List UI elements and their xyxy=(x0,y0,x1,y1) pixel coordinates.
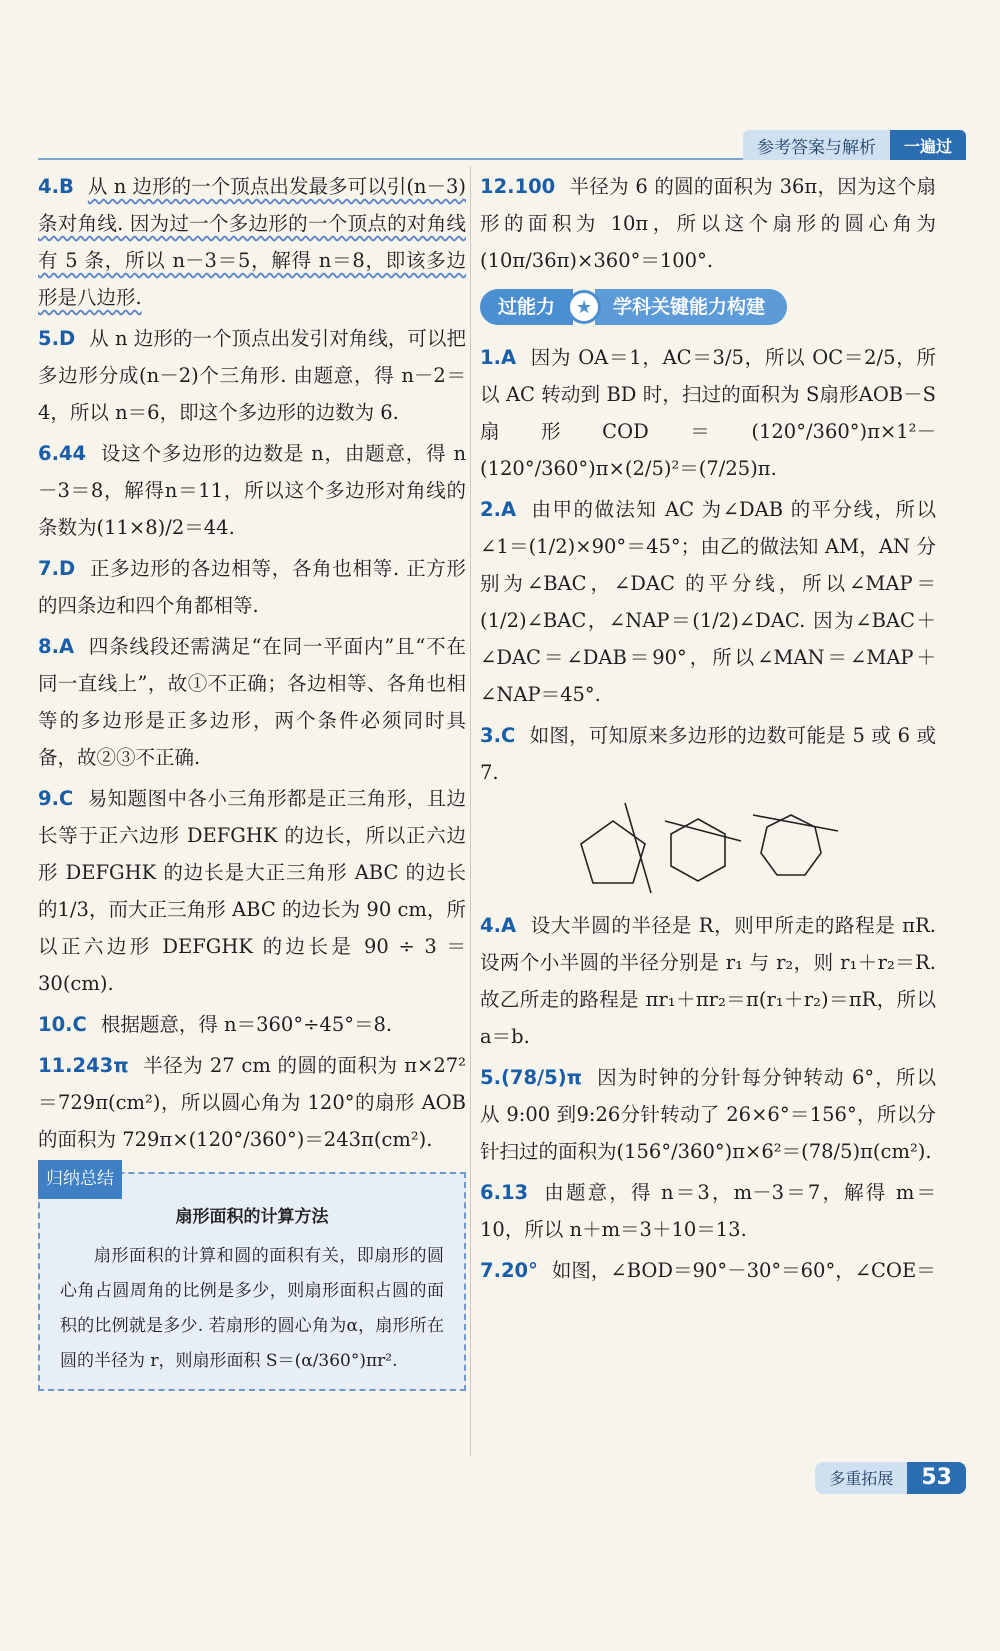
medal-icon: ★ xyxy=(567,290,601,324)
answer-number: 7.20° xyxy=(480,1259,538,1282)
header-tab xyxy=(743,130,966,160)
answer-number: 7.D xyxy=(38,557,76,580)
right-column xyxy=(480,168,936,1293)
hexagon-shape xyxy=(671,819,725,881)
answer-number: 1.A xyxy=(480,346,517,369)
section-banner xyxy=(480,289,936,325)
banner-left-label: 过能力 xyxy=(480,289,573,325)
answer-number: 9.C xyxy=(38,787,74,810)
summary-body: 扇形面积的计算和圆的面积有关，即扇形的圆心角占圆周角的比例是多少，则扇形面积占圆的面积的比例就是多少. 若扇形的圆心角为α，扇形所在圆的半径为 r，则扇形面积 S＝(α/360°)πr². xyxy=(60,1246,444,1371)
answer-text: 因为时钟的分针每分钟转动 6°，所以从 9:00 到9:26分针转动了 26×6°＝156°，所以分针扫过的面积为(156°/360°)π×6²＝(78/5)π(cm²). xyxy=(480,1066,936,1163)
polygon-cuts-diagram xyxy=(573,801,843,901)
banner-right-label: 学科关键能力构建 xyxy=(595,289,787,325)
answer-text: 如图，∠BOD＝90°－30°＝60°，∠COE＝ xyxy=(551,1259,936,1282)
answer-number: 5.D xyxy=(38,327,76,350)
answer-number: 6.13 xyxy=(480,1181,529,1204)
footer-label: 多重拓展 xyxy=(815,1462,907,1494)
answer-text: 设这个多边形的边数是 n，由题意，得 n－3＝8，解得n＝11，所以这个多边形对角线的条数为(11×8)/2＝44. xyxy=(38,442,466,539)
answer-item xyxy=(38,1047,466,1158)
answer-text: 根据题意，得 n＝360°÷45°＝8. xyxy=(100,1013,393,1036)
header-brand: 一遍过 xyxy=(890,130,966,160)
answer-text: 设大半圆的半径是 R，则甲所走的路程是 πR. 设两个小半圆的半径分别是 r₁ 与 r₂，则 r₁＋r₂＝R. 故乙所走的路程是 πr₁＋πr₂＝π(r₁＋r₂)＝πR，所以 a＝b. xyxy=(480,914,936,1048)
header-title: 参考答案与解析 xyxy=(743,130,890,160)
answer-number: 11.243π xyxy=(38,1054,129,1077)
answer-text: 四条线段还需满足“在同一平面内”且“不在同一直线上”，故①不正确；各边相等、各角也相等的多边形是正多边形，两个条件必须同时具备，故②③不正确. xyxy=(38,635,466,769)
answer-item xyxy=(38,628,466,776)
answer-item xyxy=(480,1252,936,1289)
answer-item xyxy=(38,320,466,431)
page-number: 53 xyxy=(907,1462,966,1494)
answer-item xyxy=(480,717,936,791)
answer-number: 8.A xyxy=(38,635,75,658)
answer-number: 5.(78/5)π xyxy=(480,1066,583,1089)
summary-box xyxy=(38,1169,466,1391)
answer-text: 易知题图中各小三角形都是正三角形，且边长等于正六边形 DEFGHK 的边长，所以正六边形 DEFGHK 的边长是大正三角形 ABC 的边长的1/3，而大正三角形 ABC 的边长为 90 cm，所以正六边形 DEFGHK 的边长是 90 ÷ 3 ＝ 30(cm). xyxy=(38,787,466,995)
polygon-figure xyxy=(480,801,936,901)
answer-text: 由甲的做法知 AC 为∠DAB 的平分线，所以∠1＝(1/2)×90°＝45°；由乙的做法知 AM，AN 分别为∠BAC，∠DAC 的平分线，所以∠MAP＝(1/2)∠BAC，∠NAP＝(1/2)∠DAC. 因为∠BAC＋∠DAC＝∠DAB＝90°，所以∠MAN＝∠MAP＋∠NAP＝45°. xyxy=(480,498,936,706)
summary-tag: 归纳总结 xyxy=(38,1160,122,1199)
answer-number: 4.A xyxy=(480,914,517,937)
answer-item xyxy=(38,780,466,1002)
answer-number: 4.B xyxy=(38,175,74,198)
answer-text: 半径为 27 cm 的圆的面积为 π×27²＝729π(cm²)，所以圆心角为 120°的扇形 AOB 的面积为 729π×(120°/360°)＝243π(cm²). xyxy=(38,1054,466,1151)
answer-text: 从 n 边形的一个顶点出发最多可以引(n－3)条对角线. 因为过一个多边形的一个顶点的对角线有 5 条，所以 n－3＝5，解得 n＝8，即该多边形是八边形. xyxy=(38,175,466,309)
answer-item xyxy=(480,339,936,487)
left-column xyxy=(38,168,466,1391)
pentagon-cut-line xyxy=(625,803,651,893)
pentagon-shape xyxy=(581,821,645,883)
answer-number: 3.C xyxy=(480,724,516,747)
heptagon-shape xyxy=(761,815,821,875)
answer-text: 正多边形的各边相等，各角也相等. 正方形的四条边和四个角都相等. xyxy=(38,557,466,617)
answer-text: 因为 OA＝1，AC＝3/5，所以 OC＝2/5，所以 AC 转动到 BD 时，扫过的面积为 S扇形AOB－S扇形COD＝(120°/360°)π×1²－(120°/360°)π×(2/5)²＝(7/25)π. xyxy=(480,346,936,480)
answer-item xyxy=(38,1006,466,1043)
answer-item xyxy=(480,168,936,279)
answer-number: 12.100 xyxy=(480,175,556,198)
column-divider xyxy=(470,166,471,1456)
answer-number: 10.C xyxy=(38,1013,87,1036)
footer-tab xyxy=(815,1462,966,1494)
summary-title: 扇形面积的计算方法 xyxy=(175,1207,329,1227)
answer-number: 6.44 xyxy=(38,442,87,465)
answer-item xyxy=(480,1174,936,1248)
answer-text: 由题意，得 n＝3，m－3＝7，解得 m＝10，所以 n＋m＝3＋10＝13. xyxy=(480,1181,936,1241)
answer-item xyxy=(480,1059,936,1170)
answer-text: 从 n 边形的一个顶点出发引对角线，可以把多边形分成(n－2)个三角形. 由题意，得 n－2＝4，所以 n＝6，即这个多边形的边数为 6. xyxy=(38,327,466,424)
answer-text: 半径为 6 的圆的面积为 36π，因为这个扇形的面积为 10π，所以这个扇形的圆心角为(10π/36π)×360°＝100°. xyxy=(480,175,936,272)
answer-item xyxy=(38,168,466,316)
answer-item xyxy=(480,907,936,1055)
answer-text: 如图，可知原来多边形的边数可能是 5 或 6 或 7. xyxy=(480,724,936,784)
answer-number: 2.A xyxy=(480,498,517,521)
answer-item xyxy=(38,550,466,624)
answer-item xyxy=(480,491,936,713)
answer-item xyxy=(38,435,466,546)
